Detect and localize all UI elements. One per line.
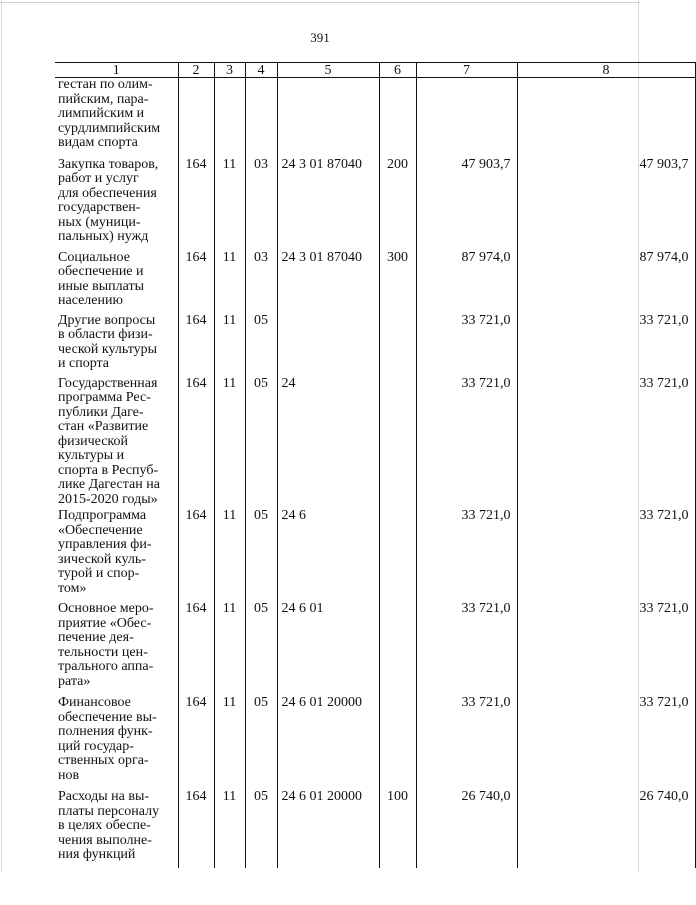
amount-col-7-cell: 33 721,0 — [416, 694, 517, 788]
row-name-line: нов — [58, 767, 80, 783]
row-name-line: пийским, пара- — [58, 91, 149, 107]
code-chapter-cell: 11 — [214, 156, 245, 249]
row-name-line: видам спорта — [58, 135, 138, 150]
row-name-line: турой и спор- — [58, 566, 140, 581]
row-name-line: 2015-2020 годы» — [58, 491, 158, 507]
code-subsection-cell: 05 — [245, 507, 277, 600]
row-name-line: ческой культуры — [58, 341, 158, 357]
row-name-line: лике Дагестан на — [58, 477, 160, 492]
code-target-article-cell — [277, 312, 379, 375]
header-col-7: 7 — [416, 63, 517, 78]
code-chapter-cell: 11 — [214, 507, 245, 600]
header-row — [55, 63, 695, 78]
header-col-5: 5 — [277, 63, 379, 78]
amount-col-7-cell: 47 903,7 — [416, 156, 517, 249]
amount-col-8-cell: 47 903,7 — [517, 156, 695, 249]
code-section-cell: 164 — [178, 788, 214, 868]
amount-col-8-cell: 26 740,0 — [517, 788, 695, 868]
row-name-line: том» — [58, 580, 87, 596]
amount-col-7-cell: 33 721,0 — [416, 600, 517, 694]
header-col-3: 3 — [214, 63, 245, 78]
code-target-article-cell: 24 — [277, 375, 379, 508]
amount-col-7-cell: 87 974,0 — [416, 249, 517, 312]
code-subsection-cell: 05 — [245, 788, 277, 868]
code-target-article-cell: 24 3 01 87040 — [277, 249, 379, 312]
code-section-cell: 164 — [178, 375, 214, 508]
code-expense-type-cell — [379, 312, 416, 375]
row-name-line: для обеспечения — [58, 185, 157, 201]
row-name-line: Основное меро- — [58, 601, 154, 616]
row-name-line: управления фи- — [58, 537, 152, 552]
table-row — [55, 788, 695, 868]
table-row — [55, 507, 695, 600]
header-col-8: 8 — [517, 63, 695, 78]
row-name-line: трального аппа- — [58, 659, 154, 674]
table-header — [55, 63, 695, 78]
row-name-line: рата» — [58, 673, 91, 689]
amount-col-8-cell: 33 721,0 — [517, 312, 695, 375]
row-name-cell — [55, 788, 178, 868]
row-name-line: иные выплаты — [58, 278, 144, 294]
header-col-2: 2 — [178, 63, 214, 78]
row-name-line: физической — [58, 433, 128, 449]
table-body — [55, 78, 695, 869]
row-name-line: ственных орга- — [58, 753, 149, 768]
row-name-line: лимпийским и — [58, 106, 145, 121]
code-section-cell — [178, 78, 214, 156]
row-name-line: пальных) нужд — [58, 229, 149, 244]
row-name-line: стан «Развитие — [58, 419, 149, 434]
table-row — [55, 312, 695, 375]
row-name-cell — [55, 507, 178, 600]
code-chapter-cell: 11 — [214, 694, 245, 788]
row-name-line: в области физи- — [58, 327, 153, 342]
table-row — [55, 375, 695, 508]
amount-col-7-cell: 26 740,0 — [416, 788, 517, 868]
row-name-line: Другие вопросы — [58, 312, 156, 328]
row-name-line: обеспечение вы- — [58, 709, 157, 725]
row-name-line: спорта в Респуб- — [58, 462, 159, 478]
scan-top-edge — [0, 2, 640, 3]
code-subsection-cell: 03 — [245, 156, 277, 249]
row-name-line: полнения функ- — [58, 724, 153, 739]
row-name-line: ций государ- — [58, 738, 134, 754]
code-subsection-cell — [245, 78, 277, 156]
table-row — [55, 249, 695, 312]
budget-table-wrapper — [55, 62, 689, 872]
row-name-cell — [55, 312, 178, 375]
row-name-line: тельности цен- — [58, 644, 148, 660]
table-row — [55, 600, 695, 694]
header-col-4: 4 — [245, 63, 277, 78]
code-expense-type-cell: 300 — [379, 249, 416, 312]
row-name-line: Расходы на вы- — [58, 789, 150, 804]
row-name-line: Закупка товаров, — [58, 156, 159, 172]
code-expense-type-cell — [379, 694, 416, 788]
amount-col-8-cell: 33 721,0 — [517, 600, 695, 694]
code-subsection-cell: 05 — [245, 312, 277, 375]
row-name-cell — [55, 249, 178, 312]
code-expense-type-cell: 100 — [379, 788, 416, 868]
row-name-cell — [55, 78, 178, 156]
row-name-line: обеспечение и — [58, 264, 144, 279]
row-name-line: работ и услуг — [58, 171, 139, 186]
code-expense-type-cell — [379, 600, 416, 694]
code-chapter-cell — [214, 78, 245, 156]
code-section-cell: 164 — [178, 600, 214, 694]
code-subsection-cell: 05 — [245, 375, 277, 508]
code-expense-type-cell — [379, 507, 416, 600]
code-section-cell: 164 — [178, 312, 214, 375]
row-name-line: публики Даге- — [58, 404, 144, 420]
row-name-line: населению — [58, 293, 123, 308]
row-name-line: чения выполне- — [58, 832, 152, 848]
row-name-line: «Обеспечение — [58, 522, 143, 538]
table-row — [55, 78, 695, 156]
code-section-cell: 164 — [178, 249, 214, 312]
row-name-line: Финансовое — [58, 695, 131, 710]
row-name-cell — [55, 600, 178, 694]
code-chapter-cell: 11 — [214, 249, 245, 312]
amount-col-7-cell: 33 721,0 — [416, 375, 517, 508]
code-expense-type-cell — [379, 375, 416, 508]
code-expense-type-cell — [379, 78, 416, 156]
code-chapter-cell: 11 — [214, 600, 245, 694]
amount-col-7-cell: 33 721,0 — [416, 312, 517, 375]
amount-col-8-cell: 33 721,0 — [517, 507, 695, 600]
code-target-article-cell: 24 6 01 20000 — [277, 694, 379, 788]
row-name-line: программа Рес- — [58, 390, 151, 405]
scan-left-edge — [1, 0, 2, 905]
amount-col-8-cell: 33 721,0 — [517, 694, 695, 788]
row-name-line: в целях обеспе- — [58, 818, 151, 833]
row-name-line: ния функций — [58, 847, 136, 862]
page-bottom-margin — [0, 872, 640, 905]
row-name-line: Государственная — [58, 375, 158, 391]
amount-col-7-cell — [416, 78, 517, 156]
budget-table — [55, 62, 696, 868]
row-name-line: гестан по олим- — [58, 77, 153, 92]
code-section-cell: 164 — [178, 156, 214, 249]
row-name-line: Подпрограмма — [58, 508, 147, 523]
row-name-line: приятие «Обес- — [58, 615, 152, 631]
row-name-line: ных (муници- — [58, 214, 141, 230]
page-number: 391 — [310, 30, 330, 45]
code-target-article-cell: 24 3 01 87040 — [277, 156, 379, 249]
code-target-article-cell: 24 6 01 — [277, 600, 379, 694]
row-name-line: печение дея- — [58, 630, 134, 645]
amount-col-8-cell: 87 974,0 — [517, 249, 695, 312]
code-chapter-cell: 11 — [214, 375, 245, 508]
code-subsection-cell: 03 — [245, 249, 277, 312]
row-name-line: государствен- — [58, 200, 141, 215]
row-name-line: Социальное — [58, 249, 130, 265]
header-col-6: 6 — [379, 63, 416, 78]
code-section-cell: 164 — [178, 507, 214, 600]
amount-col-8-cell — [517, 78, 695, 156]
row-name-cell — [55, 694, 178, 788]
row-name-cell — [55, 375, 178, 508]
table-row — [55, 156, 695, 249]
amount-col-8-cell: 33 721,0 — [517, 375, 695, 508]
code-chapter-cell: 11 — [214, 788, 245, 868]
row-name-line: зической куль- — [58, 551, 146, 567]
code-subsection-cell: 05 — [245, 694, 277, 788]
row-name-line: платы персоналу — [58, 803, 160, 819]
row-name-cell — [55, 156, 178, 249]
code-subsection-cell: 05 — [245, 600, 277, 694]
row-name-line: и спорта — [58, 356, 110, 371]
row-name-line: культуры и — [58, 448, 125, 463]
code-target-article-cell: 24 6 — [277, 507, 379, 600]
code-target-article-cell — [277, 78, 379, 156]
code-target-article-cell: 24 6 01 20000 — [277, 788, 379, 868]
table-row — [55, 694, 695, 788]
code-expense-type-cell: 200 — [379, 156, 416, 249]
amount-col-7-cell: 33 721,0 — [416, 507, 517, 600]
code-section-cell: 164 — [178, 694, 214, 788]
row-name-line: сурдлимпийским — [58, 120, 161, 136]
header-col-1: 1 — [55, 63, 178, 78]
code-chapter-cell: 11 — [214, 312, 245, 375]
